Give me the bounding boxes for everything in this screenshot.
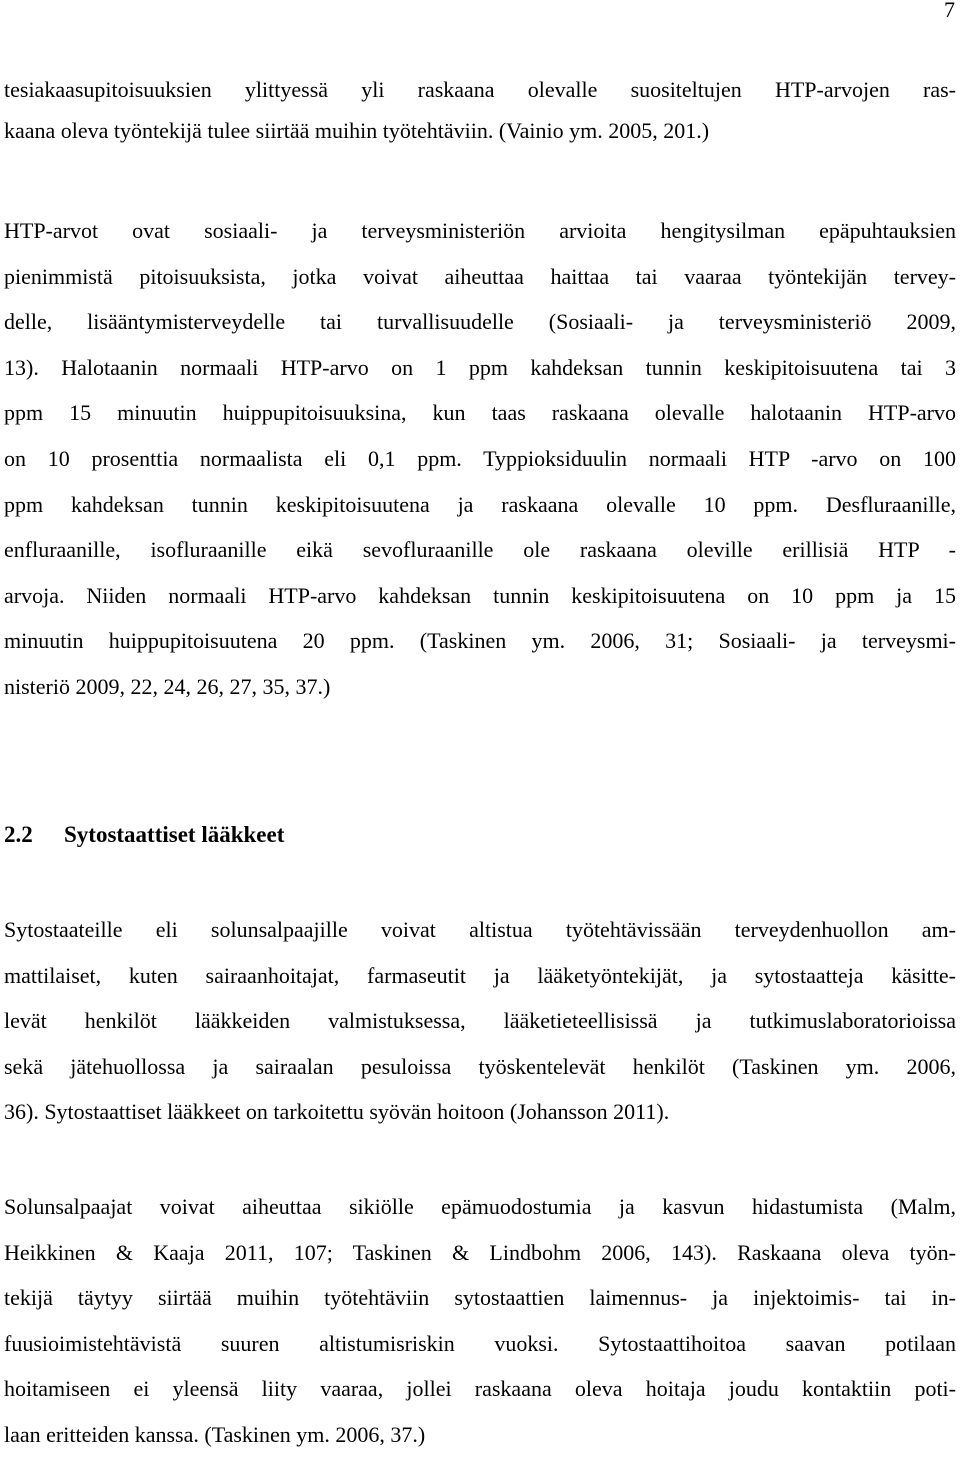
paragraph-line: 36). Sytostaattiset lääkkeet on tarkoitettu syövän hoitoon (Johansson 2011). [4,1099,670,1125]
paragraph-line: levät henkilöt lääkkeiden valmistuksessa, lääketieteellisissä ja tutkimuslaboratorioissa [4,1008,956,1034]
section-title: Sytostaattiset lääkkeet [64,822,285,847]
paragraph-line: sekä jätehuollossa ja sairaalan pesuloissa työskentelevät henkilöt (Taskinen ym. 2006, [4,1053,956,1079]
paragraph-line: ppm 15 minuutin huippupitoisuuksina, kun taas raskaana olevalle halotaanin HTP-arvo [4,400,956,426]
paragraph-line: fuusioimistehtävistä suuren altistumisriskin vuoksi. Sytostaattihoitoa saavan potilaan [4,1330,956,1356]
paragraph-line: nisteriö 2009, 22, 24, 26, 27, 35, 37.) [4,673,331,699]
paragraph-line: hoitamiseen ei yleensä liity vaaraa, jollei raskaana oleva hoitaja joudu kontaktiin poti- [4,1376,956,1402]
paragraph-line: on 10 prosenttia normaalista eli 0,1 ppm. Typpioksiduulin normaali HTP -arvo on 100 [4,445,956,471]
paragraph-line: tesiakaasupitoisuuksien ylittyessä yli raskaana olevalle suositeltujen HTP-arvojen ras- [4,77,956,102]
paragraph-htp-values [4,208,956,710]
paragraph-line: Sytostaateille eli solunsalpaajille voivat altistua työtehtävissään terveydenhuollon am- [4,917,956,942]
paragraph-line: Solunsalpaajat voivat aiheuttaa sikiölle epämuodostumia ja kasvun hidastumista (Malm, [4,1194,956,1219]
paragraph-line: HTP-arvot ovat sosiaali- ja terveysministeriön arvioita hengitysilman epäpuhtauksien [4,218,956,243]
paragraph-line: arvoja. Niiden normaali HTP-arvo kahdeksan tunnin keskipitoisuutena on 10 ppm ja 15 [4,582,956,608]
page-number: 7 [944,0,955,22]
paragraph-line: Heikkinen & Kaaja 2011, 107; Taskinen & Lindbohm 2006, 143). Raskaana oleva työn- [4,1239,956,1265]
section-number: 2.2 [4,822,33,847]
paragraph-line: kaana oleva työntekijä tulee siirtää muihin työtehtäviin. (Vainio ym. 2005, 201.) [4,118,710,143]
paragraph-line: tekijä täytyy siirtää muihin työtehtäviin sytostaattien laimennus- ja injektoimis- tai in- [4,1285,956,1311]
paragraph-line: enfluraanille, isofluraanille eikä sevofluraanille ole raskaana oleville erillisiä HTP - [4,537,956,563]
paragraph-line: laan eritteiden kanssa. (Taskinen ym. 2006, 37.) [4,1421,426,1447]
paragraph-line: delle, lisääntymisterveydelle tai turvallisuudelle (Sosiaali- ja terveysministeriö 2009, [4,309,956,335]
paragraph-cytostatics-pregnancy [4,1184,956,1458]
paragraph-line: pienimmistä pitoisuuksista, jotka voivat aiheuttaa haittaa tai vaaraa työntekijän tervey- [4,263,956,289]
section-heading [4,817,284,853]
paragraph-line: ppm kahdeksan tunnin keskipitoisuutena ja raskaana olevalle 10 ppm. Desfluraanille, [4,491,956,517]
paragraph-line: 13). Halotaanin normaali HTP-arvo on 1 ppm kahdeksan tunnin keskipitoisuutena tai 3 [4,354,956,380]
paragraph-line: minuutin huippupitoisuutena 20 ppm. (Taskinen ym. 2006, 31; Sosiaali- ja terveysmi- [4,628,956,654]
paragraph-line: mattilaiset, kuten sairaanhoitajat, farmaseutit ja lääketyöntekijät, ja sytostaatteja käsitte- [4,962,956,988]
paragraph-cytostatics-exposure [4,907,956,1135]
paragraph-htp-pregnancy [4,69,956,151]
